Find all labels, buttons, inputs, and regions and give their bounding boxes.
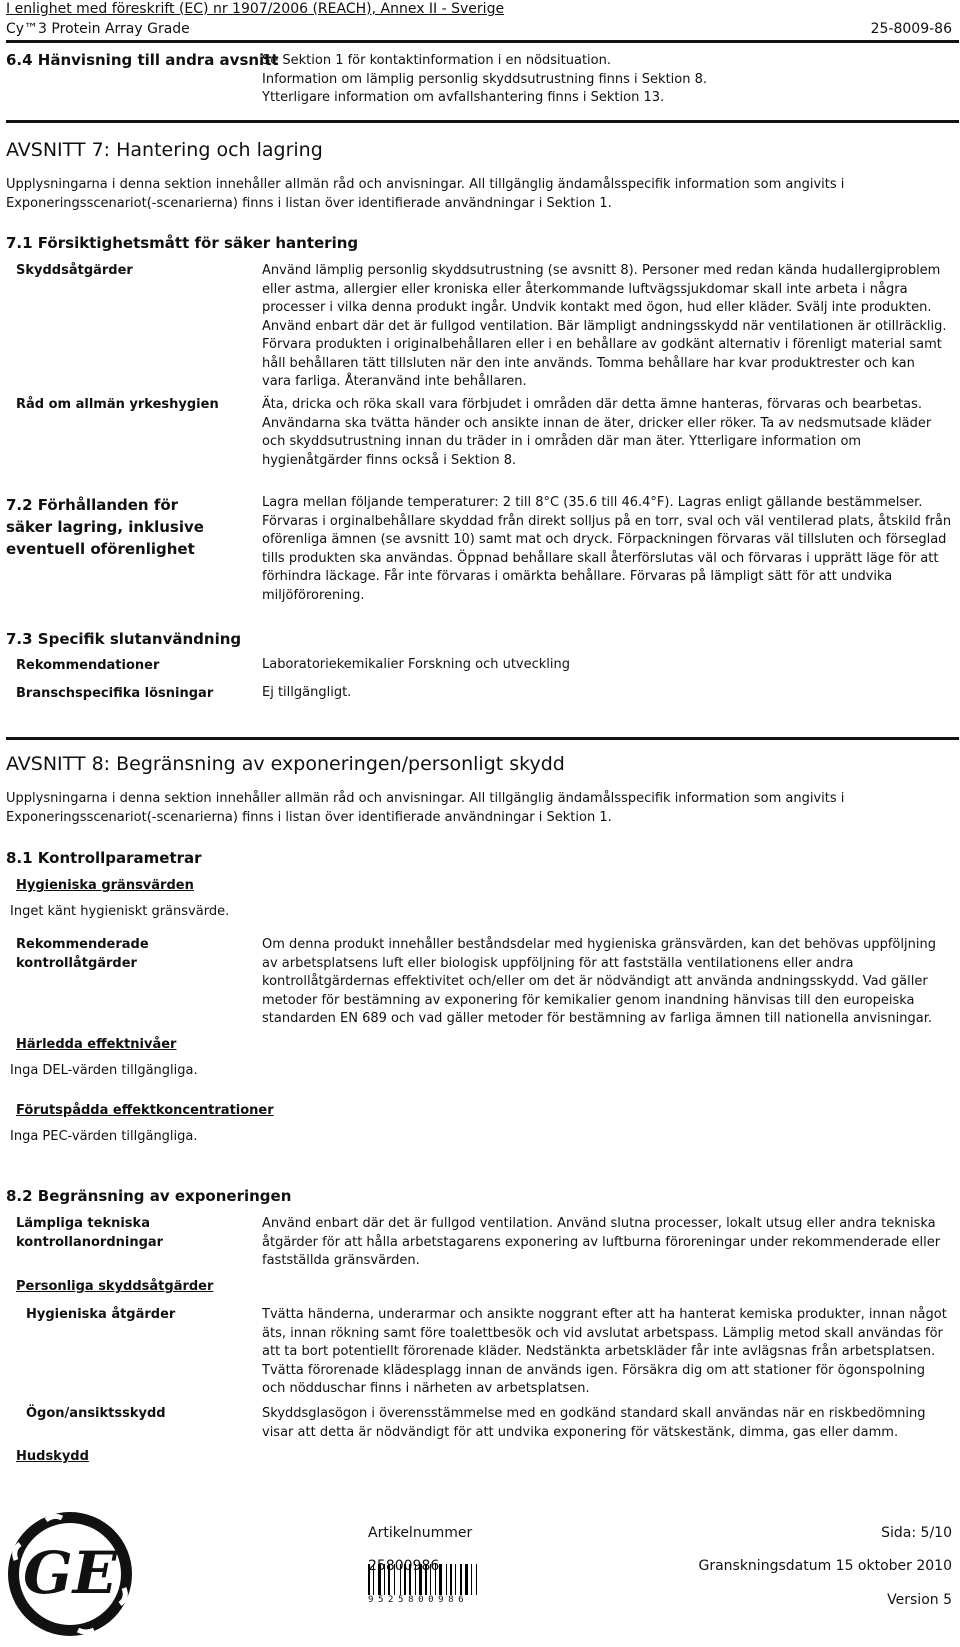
recommendations-label: Rekommendationer [16,658,160,673]
del-label: Härledda effektnivåer [16,1037,177,1052]
barcode-bar [373,1564,374,1595]
barcode-bar [368,1564,370,1595]
technical-controls-label: Lämpliga tekniska kontrollanordningar [16,1216,164,1250]
section-7-rule [6,120,959,123]
barcode-bar [465,1564,468,1595]
section-6-4-text: Se Sektion 1 för kontaktinformation i en nödsituation. Information om lämplig personlig skyddsutrustning finns i Sektion 8. Ytterligare information om avfallshantering finns i Sektion 13. [262,53,708,105]
barcode-bar [409,1564,411,1595]
personal-protection-label: Personliga skyddsåtgärder [16,1279,214,1294]
barcode-bar [476,1564,477,1595]
pec-label: Förutspådda effektkoncentrationer [16,1103,274,1118]
sector-solutions-label: Branschspecifika lösningar [16,686,214,701]
barcode-bar [384,1564,385,1595]
section-7-3-heading: 7.3 Specifik slutanvändning [6,630,242,648]
section-7-1-heading: 7.1 Försiktighetsmått för säker hantering [6,234,359,252]
exposure-limits-label: Hygieniska gränsvärden [16,878,194,893]
barcode-bar [378,1564,381,1595]
section-8-rule [6,737,959,740]
eye-protection-text: Skyddsglasögon i överensstämmelse med en godkänd standard skall användas när en riskbedömning visar att detta är nödvändigt för att undvika exponering för vätskestänk, dimma, gas eller damm. [262,1406,926,1440]
product-name: Cy™3 Protein Array Grade [6,21,190,37]
ge-logo [6,1510,134,1638]
barcode-bar [435,1564,436,1595]
section-7-title: AVSNITT 7: Hantering och lagring [6,139,323,161]
exposure-limits-value: Inget känt hygieniskt gränsvärde. [10,904,230,919]
barcode-digits: 9525800986 [368,1595,469,1605]
barcode-bar [430,1564,431,1595]
barcode-bar [394,1564,395,1595]
barcode-bar [446,1564,447,1595]
del-value: Inga DEL-värden tillgängliga. [10,1063,198,1078]
barcode-bar [471,1564,472,1595]
barcode-bar [419,1564,422,1595]
section-7-2-text: Lagra mellan följande temperaturer: 2 till 8°C (35.6 till 46.4°F). Lagras enligt gällande bestämmelser. Förvaras i orginalbehållare skyddad från direkt solljus på en torr, sval och väl ventilerad plats, åtskild från oförenliga ämnen (se avsnitt 10) samt mat och dryck. Förpackningen förvaras väl tillsluten och förseglad tills produkten ska användas. Öppnad behållare skall återförslutas väl och förvaras i upprätt läge för att förhindra läckage. Får inte förvaras i omärkta behållare. Förvaras på lämpligt sätt för att undvika miljöförorening. [262,495,952,603]
barcode-bar [450,1564,452,1595]
sector-solutions-value: Ej tillgängligt. [262,685,352,700]
section-7-intro: Upplysningarna i denna sektion innehåller allmän råd och anvisningar. All tillgänglig ändamålsspecifik information som angivits i Exponeringsscenariot(-scenarierna) finns i listan över identifierade användningar i Sektion 1. [6,177,845,211]
recommended-controls-text: Om denna produkt innehåller beståndsdelar med hygieniska gränsvärden, kan det behövas uppföljning av arbetsplatsens luft eller biologisk uppföljning för att fastställa ventilationens eller andra kontrollåtgärdernas effektivitet och/eller om det är nödvändigt att använda andningsskydd. Vad gäller metoder för bestämning av exponering för kemikalier genom inandning hänvisas till den europeiska standarden EN 689 och vad gäller metoder för bestämning av farliga ämnen till nationella anvisningar. [262,937,936,1026]
barcode-bar [439,1564,442,1595]
skin-protection-label: Hudskydd [16,1449,89,1464]
section-8-intro: Upplysningarna i denna sektion innehåller allmän råd och anvisningar. All tillgänglig ändamålsspecifik information som angivits i Exponeringsscenariot(-scenarierna) finns i listan över identifierade användningar i Sektion 1. [6,791,845,825]
protective-measures-label: Skyddsåtgärder [16,263,133,278]
barcode-bar [455,1564,456,1595]
technical-controls-text: Använd enbart där det är fullgod ventilation. Använd slutna processer, lokalt utsug eller andra tekniska åtgärder för att hålla arbetstagarens exponering av luftburna föroreningar under rekommenderade eller fastställda gränsvärden. [262,1216,941,1268]
protective-measures-text: Använd lämplig personlig skyddsutrustning (se avsnitt 8). Personer med redan kända hudallergiproblem eller astma, allergier eller kroniska eller återkommande luftvägssjukdomar skall inte arbeta i några processer i vilka denna produkt ingår. Undvik kontakt med ögon, hud eller kläder. Svälj inte produkten. Använd enbart där det är fullgod ventilation. Bär lämpligt andningsskydd när ventilationen är otillräcklig. Förvara produkten i originalbehållaren eller i en behållare av godkänt alternativ i förenligt material samt håll behållaren tätt tillsluten när den inte används. Tomma behållare har kvar produktrester och kan vara farliga. Återanvänd inte behållaren. [262,263,947,389]
version: Version 5 [887,1592,952,1608]
section-6-4-heading: 6.4 Hänvisning till andra avsnitt [6,51,279,69]
barcode-bar [400,1564,401,1595]
recommended-controls-label: Rekommenderade kontrollåtgärder [16,937,149,971]
section-7-2-heading: 7.2 Förhållanden för säker lagring, inklusive eventuell oförenlighet [6,496,204,558]
barcode [368,1564,493,1604]
regulation-header: I enlighet med föreskrift (EC) nr 1907/2006 (REACH), Annex II - Sverige [6,1,505,17]
hygiene-measures-text: Tvätta händerna, underarmar och ansikte noggrant efter att ha hanterat kemiska produkter, innan något äts, innan rökning samt före toalettbesök och vid avslutat arbetspass. Lämplig metod skall användas för att ta bort potentiellt förorenade kläder. Nedstänkta arbetskläder får inte avlägsnas från arbetsplatsen. Tvätta förorenade klädesplagg innan de används igen. Försäkra dig om att stationer för ögonspolning och nödduschar finns i närheten av arbetsplatsen. [262,1307,947,1396]
review-date: Granskningsdatum 15 oktober 2010 [698,1558,952,1574]
barcode-bar [415,1564,416,1595]
hygiene-measures-label: Hygieniska åtgärder [26,1307,176,1322]
ge-monogram-icon [6,1510,134,1638]
pec-value: Inga PEC-värden tillgängliga. [10,1129,198,1144]
barcode-bar [388,1564,390,1595]
barcode-bar [425,1564,427,1595]
recommendations-value: Laboratoriekemikalier Forskning och utveckling [262,657,571,672]
section-8-1-heading: 8.1 Kontrollparametrar [6,849,202,867]
hygiene-advice-label: Råd om allmän yrkeshygien [16,397,219,412]
article-number-label: Artikelnummer [368,1525,473,1541]
header-rule [6,40,959,43]
svg-text:GE: GE [23,1539,117,1607]
hygiene-advice-text: Äta, dricka och röka skall vara förbjudet i områden där detta ämne hanteras, förvaras och bearbetas. Användarna ska tvätta händer och ansikte innan de äter, dricker eller röker. Ta av nedsmutsade kläder och skyddsutrustning innan du träder in i områden där man äter. Ytterligare information om hygienåtgärder finns också i Sektion 8. [262,397,932,468]
barcode-bar [460,1564,462,1595]
product-code: 25-8009-86 [870,21,952,37]
barcode-bar [404,1564,406,1595]
page-number: Sida: 5/10 [881,1525,952,1541]
section-8-2-heading: 8.2 Begränsning av exponeringen [6,1187,292,1205]
eye-protection-label: Ögon/ansiktsskydd [26,1406,166,1421]
section-8-title: AVSNITT 8: Begränsning av exponeringen/personligt skydd [6,753,565,775]
